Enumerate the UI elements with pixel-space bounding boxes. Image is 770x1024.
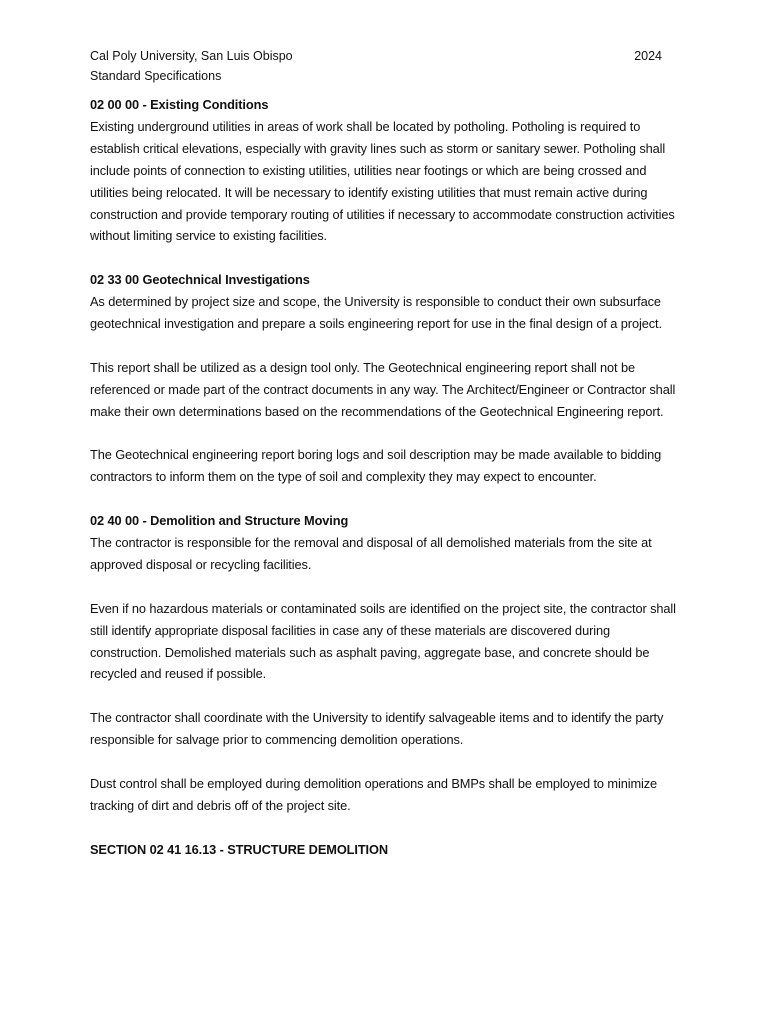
page-header (90, 46, 662, 86)
paragraph-spacer (90, 817, 678, 839)
paragraph: The contractor is responsible for the removal and disposal of all demolished materials from the site at approved disposal or recycling facilities. (90, 535, 652, 572)
paragraph-spacer (90, 423, 678, 445)
paragraph: Dust control shall be employed during demolition operations and BMPs shall be employed to minimize tracking of dirt and debris off of the project site. (90, 775, 658, 813)
header-institution: Cal Poly University, San Luis Obispo (90, 49, 293, 63)
paragraph: As determined by project size and scope, the University is responsible to conduct their own subsurface geotechnical investigation and prepare a soils engineering report for use in the final design of a project. (90, 294, 662, 332)
section-heading-demolition: 02 40 00 - Demolition and Structure Moving (90, 513, 349, 529)
header-subtitle: Standard Specifications (90, 69, 222, 83)
paragraph-spacer (90, 488, 678, 510)
paragraph: The Geotechnical engineering report boring logs and soil description may be made available to bidding contractors to inform them on the type of soil and complexity they may expect to encounter. (90, 447, 662, 485)
document-body (90, 94, 678, 861)
paragraph-spacer (90, 335, 678, 357)
paragraph: Existing underground utilities in areas of work shall be located by potholing. Potholing is required to establish critical elevations, especially with gravity lines such as storm or sanitary sewer. Potholing shall include points of connection to existing utilities, utilities near footings or which are being crossed and utilities being relocated. It will be necessary to identify existing utilities that must remain active during construction and provide temporary routing of utilities if necessary to accommodate construction activities without limiting service to existing facilities. (90, 118, 675, 244)
paragraph: This report shall be utilized as a design tool only. The Geotechnical engineering report shall not be referenced or made part of the contract documents in any way. The Architect/Engineer or Contractor shall make their own determinations based on the recommendations of the Geotechnical Engineering report. (90, 359, 676, 419)
section-heading-structure-demolition: SECTION 02 41 16.13 - STRUCTURE DEMOLITION (90, 841, 389, 857)
paragraph: The contractor shall coordinate with the University to identify salvageable items and to identify the party responsible for salvage prior to commencing demolition operations. (90, 710, 664, 748)
paragraph: Even if no hazardous materials or contaminated soils are identified on the project site, the contractor shall still identify appropriate disposal facilities in case any of these materials are discovered during construction. Demolished materials such as asphalt paving, aggregate base, and concrete should be recycled and reused if possible. (90, 600, 676, 682)
section-heading-existing-conditions: 02 00 00 - Existing Conditions (90, 97, 269, 112)
section-heading-geotechnical: 02 33 00 Geotechnical Investigations (90, 272, 310, 288)
paragraph-spacer (90, 247, 678, 269)
paragraph-spacer (90, 751, 678, 773)
header-year: 2024 (634, 49, 662, 63)
paragraph-spacer (90, 685, 678, 707)
paragraph-spacer (90, 576, 678, 598)
